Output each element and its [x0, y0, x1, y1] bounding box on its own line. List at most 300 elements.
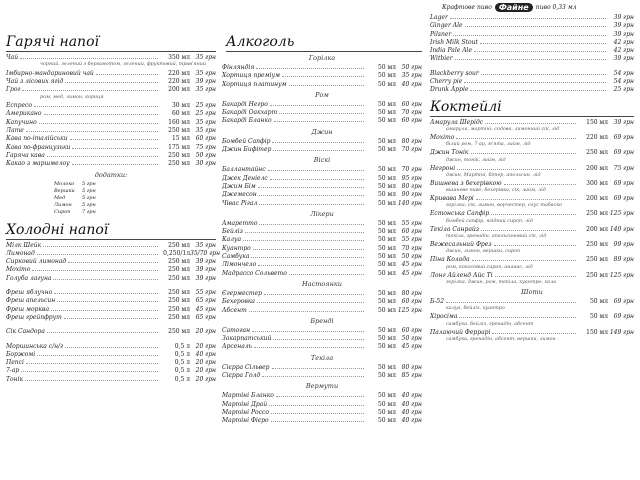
- item-name: Єгерместер: [222, 289, 262, 297]
- item-price: 55 грн: [195, 289, 216, 297]
- item-volume: 50 мл: [377, 261, 396, 269]
- item-price: 30 грн: [195, 160, 216, 168]
- item-volume: 50 мл: [377, 269, 396, 277]
- item-volume: 250 мл: [586, 241, 608, 249]
- addition-row: [54, 195, 216, 202]
- item-price: 60 грн: [401, 298, 422, 306]
- item-name: Боржомі: [6, 350, 36, 358]
- item-price: 20 грн: [195, 367, 216, 375]
- item-volume: 250 мл: [168, 305, 190, 313]
- addition-price: 5 грн: [82, 194, 96, 201]
- menu-row: [6, 306, 216, 314]
- item-volume: 0,5 л: [174, 359, 190, 367]
- item-volume: 200 мл: [586, 225, 608, 233]
- item-price: 80 грн: [401, 137, 422, 145]
- menu-row: [6, 351, 216, 359]
- item-price: 35 грн: [401, 72, 422, 80]
- item-volume: 60 мл: [171, 110, 190, 118]
- item-volume: 50 мл: [589, 297, 608, 305]
- menu-row: [222, 261, 422, 269]
- item-volume: 50 мл: [377, 182, 396, 190]
- menu-row: [222, 307, 422, 315]
- item-volume: 250 мл: [168, 313, 190, 321]
- menu-row: [6, 289, 216, 297]
- menu-row: [6, 314, 216, 322]
- item-volume: 150 мл: [586, 118, 608, 126]
- menu-row: [430, 149, 634, 157]
- menu-row: [222, 270, 422, 278]
- item-name: Кава по-італійськи: [6, 135, 68, 143]
- item-price: 40 грн: [401, 417, 422, 425]
- item-name: Самбука: [222, 253, 250, 261]
- item-name: Сатоган: [222, 326, 251, 334]
- item-volume: 200 мл: [586, 164, 608, 172]
- item-price: 35 грн: [195, 127, 216, 135]
- item-volume: 0,5 л: [174, 375, 190, 383]
- menu-row: [430, 86, 634, 94]
- cold-drinks-list: [6, 241, 221, 283]
- addition-name: Молоко: [54, 180, 75, 187]
- alcohol-group-title: Лікери: [310, 209, 334, 218]
- item-name: Американо: [6, 110, 42, 118]
- item-price: 69 грн: [613, 297, 634, 305]
- item-volume: 50 мл: [377, 166, 396, 174]
- item-volume: 50 мл: [377, 298, 396, 306]
- shot-list: [430, 298, 634, 343]
- item-volume: 50 мл: [377, 335, 396, 343]
- item-name: Чівас Рігал: [222, 199, 258, 207]
- item-volume: 50 мл: [377, 174, 396, 182]
- menu-row: [430, 70, 634, 78]
- menu-row: [6, 367, 216, 375]
- menu-row: [430, 272, 634, 280]
- menu-row: [6, 266, 216, 274]
- item-name: Арсеналь: [222, 343, 252, 351]
- item-price: 60 грн: [401, 117, 422, 125]
- item-name: Бомбей Сапфір: [222, 137, 271, 145]
- item-price: 20 грн: [195, 359, 216, 367]
- item-name: Закарпатський: [222, 335, 272, 343]
- menu-row: [222, 392, 422, 400]
- item-price: 20 грн: [195, 342, 216, 350]
- item-name: 7-ар: [6, 367, 20, 375]
- item-name: Б-52: [430, 297, 445, 305]
- item-price: 45 грн: [195, 305, 216, 313]
- item-price: 75 грн: [195, 143, 216, 151]
- alcohol-group: [222, 64, 422, 89]
- item-price: 85 грн: [401, 372, 422, 380]
- menu-row: [6, 297, 216, 305]
- menu-row: [6, 102, 216, 110]
- item-description: горілка, сік, лимон, ворчестер, соус табаско: [446, 203, 563, 209]
- item-price: 60 грн: [401, 100, 422, 108]
- item-price: 69 грн: [613, 179, 634, 187]
- menu-row: [222, 183, 422, 191]
- item-price: 39 грн: [195, 78, 216, 86]
- item-volume: 250 мл: [168, 241, 190, 249]
- item-description: білий ром, 7-ар, м'ята, лайм, лід: [446, 142, 531, 148]
- item-price: 42 грн: [613, 38, 634, 46]
- menu-row-sandora: Сік Сандора 250 мл 20 грн: [6, 328, 216, 336]
- item-volume: 250 мл: [168, 289, 190, 297]
- item-price: 39 грн: [613, 118, 634, 126]
- item-volume: 50 мл: [377, 219, 396, 227]
- item-volume: 0,5 л: [174, 350, 190, 358]
- item-name: Куантро: [222, 244, 251, 252]
- menu-row: [430, 78, 634, 86]
- item-name: Абсент: [222, 306, 247, 314]
- cider-list: [430, 70, 634, 95]
- menu-row: [222, 417, 422, 425]
- item-description: самбука, гренадін, абсент, вершки, лимон: [446, 336, 556, 342]
- menu-row: [6, 152, 216, 160]
- addition-price: 5 грн: [82, 187, 96, 194]
- shots-title: Шоти: [521, 287, 543, 296]
- item-name: Пепсі: [6, 359, 24, 367]
- item-volume: 250 мл: [168, 160, 190, 168]
- item-price: 60 грн: [401, 326, 422, 334]
- item-description: калуа, бейліз, куантро: [446, 306, 505, 312]
- item-name: Джин Тонік: [430, 149, 469, 157]
- item-name: Джек Деніелс: [222, 174, 268, 182]
- item-volume: 250 мл: [168, 274, 190, 282]
- item-name: Мартіні Драй: [222, 400, 268, 408]
- item-volume: 15 мл: [171, 135, 190, 143]
- menu-row: [6, 119, 216, 127]
- menu-row: [222, 109, 422, 117]
- menu-row: [6, 376, 216, 384]
- item-volume: 50 мл: [589, 313, 608, 321]
- craft-beer-note: Крафтове пиво Файне пиво 0,33 мл: [442, 3, 577, 12]
- menu-row: [430, 165, 634, 173]
- item-name: Негроні: [430, 164, 456, 172]
- item-volume: 50 мл: [377, 306, 396, 314]
- item-volume: 0,5 л: [174, 342, 190, 350]
- item-price: 25 грн: [195, 110, 216, 118]
- item-name: Бехеровка: [222, 298, 255, 306]
- item-name: Бейліз: [222, 228, 243, 236]
- item-name: Сієрра Голд: [222, 372, 261, 380]
- menu-row: [222, 245, 422, 253]
- item-price: 20 грн: [195, 375, 216, 383]
- menu-row: [222, 372, 422, 380]
- menu-row: [430, 31, 634, 39]
- column-beer-cocktails: [430, 0, 634, 344]
- menu-row: [430, 329, 634, 337]
- item-name: Мартіні Россо: [222, 408, 269, 416]
- item-name: Мілк Шейк: [6, 241, 42, 249]
- addition-price: 7 грн: [82, 208, 96, 215]
- menu-row: [430, 119, 634, 127]
- item-name: Джим Бім: [222, 182, 256, 190]
- item-price: 35 грн: [195, 118, 216, 126]
- item-name: Лімончело: [222, 261, 257, 269]
- addition-row: [54, 202, 216, 209]
- item-name: Сієрра Сільвер: [222, 363, 270, 371]
- addition-price: 5 грн: [82, 201, 96, 208]
- alcohol-group: [222, 220, 422, 278]
- item-price: 40 грн: [401, 80, 422, 88]
- menu-row: [6, 144, 216, 152]
- cocktail-list: [430, 119, 634, 286]
- menu-row: [222, 290, 422, 298]
- alcohol-group: [222, 166, 422, 207]
- item-name: Лимонад: [6, 249, 35, 257]
- item-price: 69 грн: [613, 313, 634, 321]
- alcohol-group: [222, 138, 422, 155]
- menu-row: [430, 313, 634, 321]
- item-description: текіла, гренадін, апельсиновий сік, лід: [446, 234, 547, 240]
- item-name: Фінляндія: [222, 64, 255, 71]
- item-price: 35 грн: [195, 86, 216, 94]
- item-price: 50 грн: [195, 151, 216, 159]
- addition-name: Сироп: [54, 208, 71, 215]
- item-volume: 50 мл: [377, 72, 396, 80]
- item-price: 25 грн: [195, 102, 216, 110]
- item-volume: 200 мл: [168, 86, 190, 94]
- item-price: 45 грн: [401, 261, 422, 269]
- item-price: 95 грн: [401, 174, 422, 182]
- item-volume: 30 мл: [171, 102, 190, 110]
- item-name: India Pale Ale: [430, 47, 473, 55]
- menu-row: [222, 117, 422, 125]
- item-description: бомбей сапфір, ягідний сироп, лід: [446, 218, 533, 224]
- menu-row: [222, 64, 422, 72]
- item-name: Мохіто: [6, 266, 31, 274]
- item-price: 70 грн: [401, 109, 422, 117]
- alcohol-group: [222, 364, 422, 381]
- item-name: Witbier: [430, 55, 453, 63]
- menu-row: [6, 242, 216, 250]
- additions-list: [6, 181, 216, 216]
- item-volume: 150 мл: [586, 328, 608, 336]
- item-price: 35 грн: [195, 69, 216, 77]
- column-alcohol: [222, 0, 422, 426]
- item-name: Баллантайнс: [222, 166, 266, 174]
- alcohol-group-title: Бренді: [310, 316, 334, 325]
- alcohol-group-title: Настоянки: [302, 279, 342, 288]
- item-price: 70 грн: [401, 244, 422, 252]
- item-price: 55 грн: [401, 219, 422, 227]
- alcohol-title: Алкоголь: [226, 34, 422, 52]
- item-price: 80 грн: [401, 289, 422, 297]
- menu-row: [222, 335, 422, 343]
- item-price: 35 грн: [195, 54, 216, 61]
- addition-row: [54, 181, 216, 188]
- menu-row: [222, 81, 422, 89]
- item-name: Бакарді Негро: [222, 100, 268, 108]
- item-price: 60 грн: [401, 228, 422, 236]
- item-description: джин, Мартіні, бітер, апельсин, лід: [446, 172, 541, 178]
- menu-row: [430, 39, 634, 47]
- item-description: амарула, мартіні, содова, лимонний сік, лід: [446, 126, 560, 132]
- item-volume: 50 мл: [377, 137, 396, 145]
- item-name: Лонг Айленд Айс Ті: [430, 271, 493, 279]
- menu-row: [222, 236, 422, 244]
- item-volume: 250 мл: [168, 151, 190, 159]
- item-name: Lager: [430, 14, 448, 21]
- item-price: 80 грн: [401, 182, 422, 190]
- item-volume: 50 мл: [377, 80, 396, 88]
- item-description: вишневе пиво, бехерівка, сік, лайм, лід: [446, 188, 546, 194]
- menu-row: [6, 359, 216, 367]
- menu-row: [222, 166, 422, 174]
- menu-row: [430, 256, 634, 264]
- item-price: 39 грн: [195, 266, 216, 274]
- addition-row: [54, 209, 216, 216]
- addition-name: Мед: [54, 194, 66, 201]
- menu-row: [430, 14, 634, 22]
- item-name: Джин Бифітер: [222, 146, 272, 154]
- item-volume: 50 мл: [377, 343, 396, 351]
- menu-row: [222, 72, 422, 80]
- item-volume: 50 мл: [377, 372, 396, 380]
- item-volume: 50 мл: [377, 100, 396, 108]
- alcohol-group: [222, 290, 422, 315]
- item-description: ром, мед, лимон, кориця: [40, 94, 104, 100]
- item-description: чорний, зелений з бергамотом, зелений, фруктовий, трав'яний: [40, 62, 206, 68]
- item-volume: 0,5 л: [174, 367, 190, 375]
- item-name: Фреш яблучно: [6, 289, 53, 297]
- additions-title: додатки:: [94, 170, 128, 179]
- item-price: 90 грн: [401, 191, 422, 199]
- fresh-juice-list: [6, 289, 216, 322]
- menu-row: [430, 55, 634, 63]
- item-name: Джемесон: [222, 191, 257, 199]
- menu-row: [430, 226, 634, 234]
- hot-drinks-list: [6, 54, 216, 169]
- item-volume: 300 мл: [586, 179, 608, 187]
- item-volume: 250 мл: [586, 271, 608, 279]
- item-price: 39 грн: [613, 14, 634, 21]
- menu-row: [222, 298, 422, 306]
- item-name: Естонська Сапфір: [430, 210, 490, 218]
- item-price: 125 грн: [397, 306, 422, 314]
- alcohol-group: [222, 327, 422, 352]
- menu-row: [222, 146, 422, 154]
- item-volume: 50 мл: [377, 146, 396, 154]
- item-price: 39 грн: [613, 30, 634, 38]
- alcohol-group-title: Джин: [311, 127, 333, 136]
- item-volume: 220 мл: [586, 133, 608, 141]
- item-description: горілка, джин, ром, текіла, куантро, кола: [446, 279, 557, 285]
- menu-row: [430, 180, 634, 188]
- item-volume: 0,250/1л: [163, 249, 190, 257]
- item-price: 54 грн: [613, 69, 634, 77]
- item-volume: 200 мл: [586, 195, 608, 203]
- item-name: Палаючий Феррарі: [430, 328, 491, 336]
- menu-row: [6, 258, 216, 266]
- item-name: Какао з маршмелоу: [6, 160, 70, 168]
- menu-row: [430, 298, 634, 306]
- item-name: Хортиця преміум: [222, 72, 280, 80]
- item-volume: 250 мл: [586, 210, 608, 218]
- item-volume: 50 мл: [377, 109, 396, 117]
- item-name: Грог: [6, 86, 21, 94]
- item-price: 50 грн: [401, 335, 422, 343]
- menu-row: [6, 249, 221, 258]
- item-description: джин, лимон, вершки, сироп: [446, 249, 521, 255]
- menu-row: [6, 70, 216, 78]
- item-name: Еспресо: [6, 102, 32, 110]
- item-price: 149 грн: [609, 328, 634, 336]
- item-price: 40 грн: [401, 408, 422, 416]
- menu-row: [6, 343, 216, 351]
- item-price: 50 грн: [401, 64, 422, 71]
- alcohol-group-title: Віскі: [313, 156, 331, 165]
- item-volume: 50 мл: [377, 236, 396, 244]
- item-volume: 220 мл: [168, 78, 190, 86]
- item-price: 65 грн: [195, 313, 216, 321]
- item-name: Чай: [6, 54, 19, 61]
- menu-row: [222, 220, 422, 228]
- item-name: Гаряча кава: [6, 151, 45, 159]
- item-volume: 50 мл: [377, 117, 396, 125]
- addition-name: Вершки: [54, 187, 75, 194]
- item-price: 40 грн: [195, 350, 216, 358]
- item-name: Мартіні Бланко: [222, 392, 274, 400]
- item-name: Тонік: [6, 375, 24, 383]
- item-price: 42 грн: [613, 47, 634, 55]
- item-volume: 250 мл: [586, 256, 608, 264]
- item-name: Чай з лісових ягід: [6, 78, 64, 86]
- item-price: 80 грн: [401, 363, 422, 371]
- item-name: Irish Milk Stout: [430, 38, 478, 46]
- item-volume: 250 мл: [586, 149, 608, 157]
- item-price: 40 грн: [401, 392, 422, 400]
- menu-row: [222, 409, 422, 417]
- item-name: Мартіні Фієро: [222, 417, 269, 425]
- item-price: 50 грн: [401, 253, 422, 261]
- addition-name: Лимон: [54, 201, 72, 208]
- item-volume: 175 мл: [168, 143, 190, 151]
- item-name: Піна Колада: [430, 256, 470, 264]
- menu-row: [6, 110, 216, 118]
- menu-row: [430, 47, 634, 55]
- item-price: 140 грн: [397, 199, 422, 207]
- menu-row: [222, 175, 422, 183]
- menu-row: [222, 327, 422, 335]
- item-volume: 250 мл: [168, 297, 190, 305]
- item-price: 60 грн: [195, 135, 216, 143]
- cold-drinks-title: Холодні напої: [6, 222, 216, 240]
- item-price: 39 грн: [613, 55, 634, 63]
- menu-row: [222, 191, 422, 199]
- item-volume: 250 мл: [168, 258, 190, 266]
- alcohol-group-title: Текіла: [310, 353, 334, 362]
- alcohol-group: [222, 392, 422, 425]
- menu-row: [222, 101, 422, 109]
- item-price: 89 грн: [613, 256, 634, 264]
- item-price: 140 грн: [609, 225, 634, 233]
- item-volume: 50 мл: [377, 326, 396, 334]
- item-price: 125 грн: [609, 210, 634, 218]
- item-volume: 160 мл: [168, 118, 190, 126]
- item-name: Хіросіма: [430, 313, 458, 321]
- item-price: 69 грн: [613, 149, 634, 157]
- item-name: Амарула Шерідс: [430, 118, 484, 126]
- item-name: Pilsner: [430, 30, 452, 38]
- addition-price: 5 грн: [82, 180, 96, 187]
- item-description: джин, тонік, лайм, лід: [446, 157, 506, 163]
- item-volume: 50 мл: [377, 417, 396, 425]
- item-price: 69 грн: [613, 133, 634, 141]
- item-name: Капучино: [6, 118, 37, 126]
- item-price: 35/70 грн: [190, 249, 221, 257]
- item-volume: 50 мл: [377, 392, 396, 400]
- item-price: 99 грн: [613, 241, 634, 249]
- item-description: самбука, бейліз, гренадін, абсент: [446, 321, 534, 327]
